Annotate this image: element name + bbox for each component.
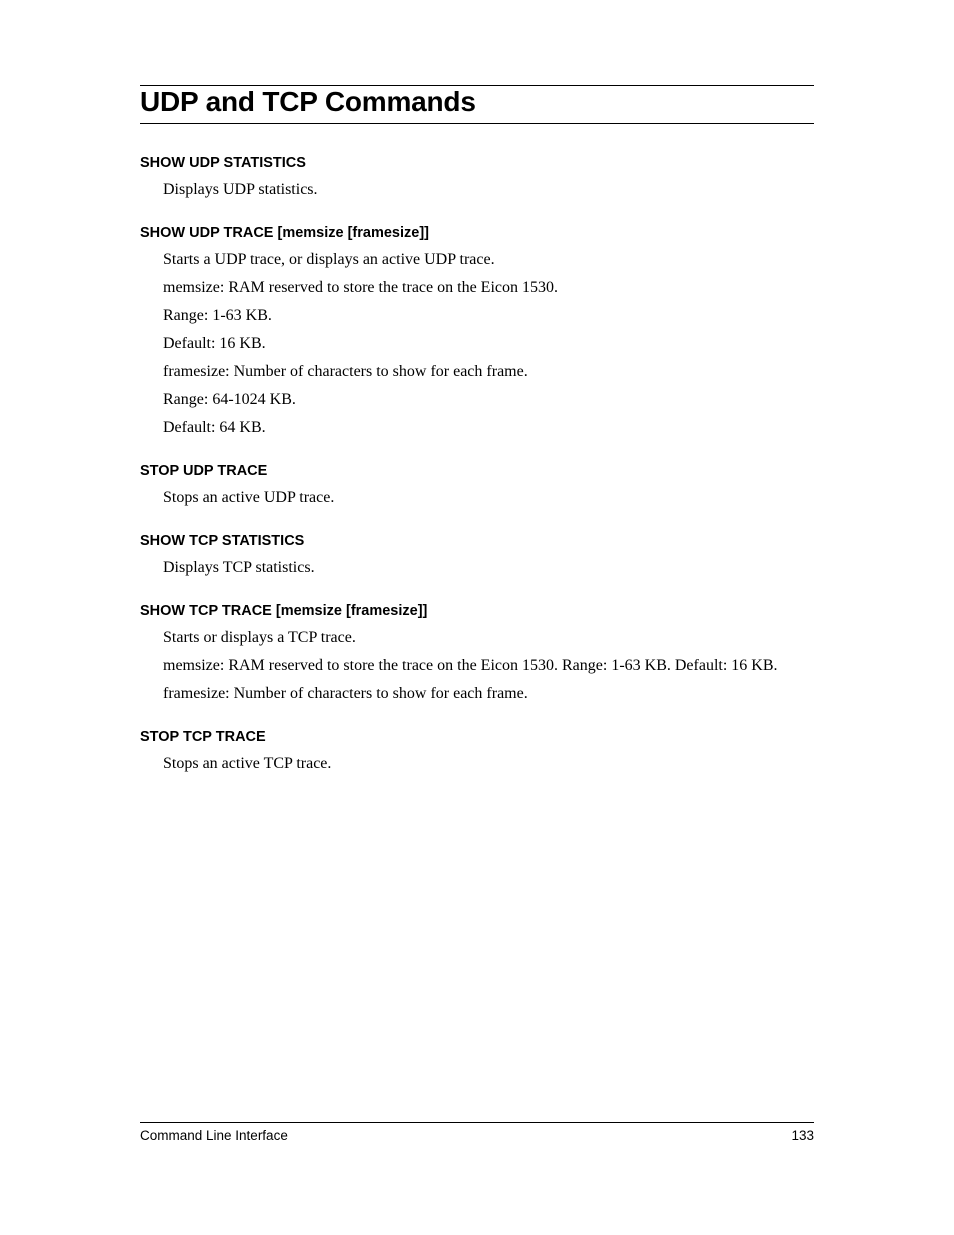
command-description: framesize: Number of characters to show for each frame. <box>163 363 528 380</box>
command-description: Range: 1-63 KB. <box>163 307 272 324</box>
section-show-udp-trace <box>140 220 814 442</box>
command-heading: SHOW TCP TRACE [memsize [framesize]] <box>140 603 428 619</box>
page-title: UDP and TCP Commands <box>140 86 476 117</box>
footer-rule <box>140 1122 814 1123</box>
section-stop-tcp-trace <box>140 724 814 778</box>
command-description: Displays TCP statistics. <box>163 559 315 576</box>
command-description: Default: 64 KB. <box>163 419 266 436</box>
command-heading: SHOW UDP TRACE [memsize [framesize]] <box>140 225 429 241</box>
section-stop-udp-trace <box>140 458 814 512</box>
command-description: Displays UDP statistics. <box>163 181 318 198</box>
footer-chapter-title: Command Line Interface <box>140 1128 288 1143</box>
command-description: Starts a UDP trace, or displays an active UDP trace. <box>163 251 495 268</box>
command-heading: STOP UDP TRACE <box>140 463 268 479</box>
command-description: framesize: Number of characters to show for each frame. <box>163 685 528 702</box>
command-heading: SHOW UDP STATISTICS <box>140 155 306 171</box>
section-show-tcp-statistics <box>140 528 814 582</box>
footer-page-number: 133 <box>791 1128 814 1143</box>
command-description: Stops an active TCP trace. <box>163 755 332 772</box>
command-heading: STOP TCP TRACE <box>140 729 266 745</box>
command-heading: SHOW TCP STATISTICS <box>140 533 305 549</box>
command-list <box>140 150 814 778</box>
section-show-udp-statistics <box>140 150 814 204</box>
command-description: Range: 64-1024 KB. <box>163 391 296 408</box>
title-bottom-rule <box>140 123 814 124</box>
command-description: memsize: RAM reserved to store the trace on the Eicon 1530. Range: 1-63 KB. Default: 16 KB. <box>163 657 778 674</box>
section-show-tcp-trace <box>140 598 814 708</box>
command-description: Starts or displays a TCP trace. <box>163 629 356 646</box>
command-description: Stops an active UDP trace. <box>163 489 335 506</box>
command-description: memsize: RAM reserved to store the trace on the Eicon 1530. <box>163 279 558 296</box>
command-description: Default: 16 KB. <box>163 335 266 352</box>
